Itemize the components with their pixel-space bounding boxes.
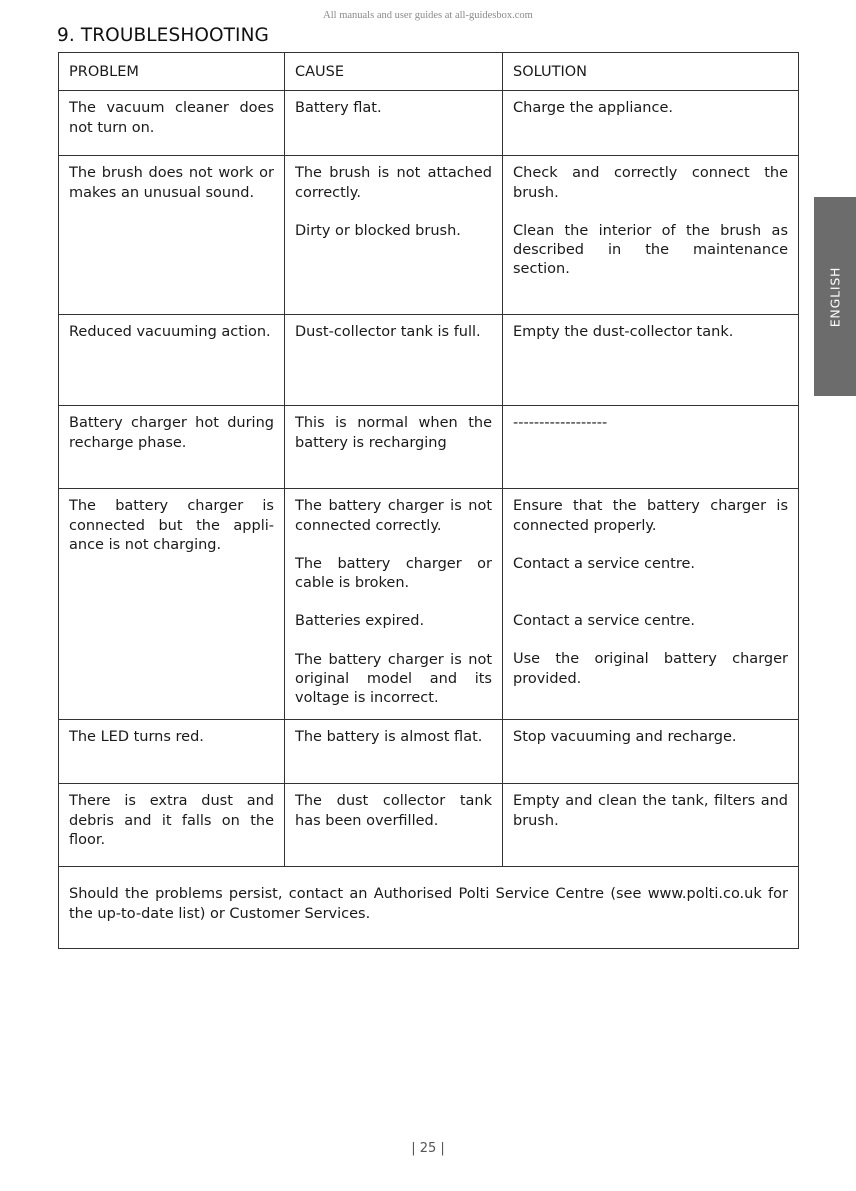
problem-text: The vacuum cleaner does not turn on. [69,100,274,136]
troubleshooting-table [58,52,799,949]
header-cause: CAUSE [285,53,503,91]
problem-cell [59,91,285,156]
cause-cell [285,91,503,156]
cause-cell [285,489,503,720]
cause-text: Battery flat. [295,100,382,117]
table-row [59,406,799,489]
table-row [59,720,799,784]
cause-cell [285,784,503,867]
problem-text: Reduced vacuuming action. [69,324,271,341]
solution-text: Contact a service centre. [513,613,696,630]
cause-text: Dust-collector tank is full. [295,324,481,341]
note-row [59,867,799,949]
cause-cell [285,156,503,315]
solution-text: Empty and clean the tank, filters and brush. [513,793,788,829]
solution-text: Charge the appliance. [513,100,673,117]
page-number: | 25 | [411,1141,445,1156]
solution-text: ------------------ [513,415,608,432]
solution-text: Empty the dust-collector tank. [513,324,734,341]
table-row [59,156,799,315]
table-header-row [59,53,799,91]
solution-text: Check and correctly connect the brush. [513,165,788,201]
cause-text: The battery is almost flat. [295,729,483,746]
solution-cell [503,720,799,784]
cause-text: The battery charger is not connected correctly. [295,498,492,534]
cause-text: The battery charger is not original model and its voltage is incorrect. [295,651,492,707]
solution-cell [503,156,799,315]
cause-text: The dust collector tank has been overfilled. [295,793,492,829]
language-tab-label: ENGLISH [827,266,843,327]
cause-cell [285,720,503,784]
solution-cell [503,406,799,489]
cause-cell [285,406,503,489]
language-tab [814,197,856,396]
problem-cell [59,784,285,867]
table-row [59,784,799,867]
problem-cell [59,720,285,784]
solution-cell [503,91,799,156]
problem-cell [59,156,285,315]
table-row [59,91,799,156]
solution-text: Clean the interior of the brush as described in the maintenance section. [513,222,788,278]
problem-text: The battery charger is connected but the appli-ance is not charging. [69,498,274,553]
solution-cell [503,489,799,720]
cause-text: This is normal when the battery is recharging [295,415,492,451]
table-row [59,315,799,406]
solution-text: Ensure that the battery charger is connected properly. [513,498,788,534]
header-solution: SOLUTION [503,53,799,91]
solution-text: Contact a service centre. [513,555,696,572]
solution-text: Use the original battery charger provided. [513,651,788,687]
problem-cell [59,489,285,720]
problem-cell [59,406,285,489]
cause-text: The brush is not attached correctly. [295,165,492,201]
solution-text: Stop vacuuming and recharge. [513,729,737,746]
note-text: Should the problems persist, contact an Authorised Polti Service Centre (see www.polti.co.uk for the up-to-date list) or Customer Services. [69,886,788,922]
cause-text: Batteries expired. [295,613,425,630]
problem-text: There is extra dust and debris and it falls on the floor. [69,793,274,848]
solution-cell [503,784,799,867]
cause-text: The battery charger or cable is broken. [295,555,492,592]
header-problem: PROBLEM [59,53,285,91]
problem-text: The LED turns red. [69,729,204,746]
problem-text: Battery charger hot during recharge phase. [69,415,274,451]
problem-cell [59,315,285,406]
note-cell [59,867,799,949]
cause-text: Dirty or blocked brush. [295,222,461,239]
cause-cell [285,315,503,406]
table-row [59,489,799,720]
watermark: All manuals and user guides at all-guidesbox.com [323,10,533,21]
solution-cell [503,315,799,406]
problem-text: The brush does not work or makes an unusual sound. [69,165,274,201]
page-title: 9. TROUBLESHOOTING [57,25,269,46]
